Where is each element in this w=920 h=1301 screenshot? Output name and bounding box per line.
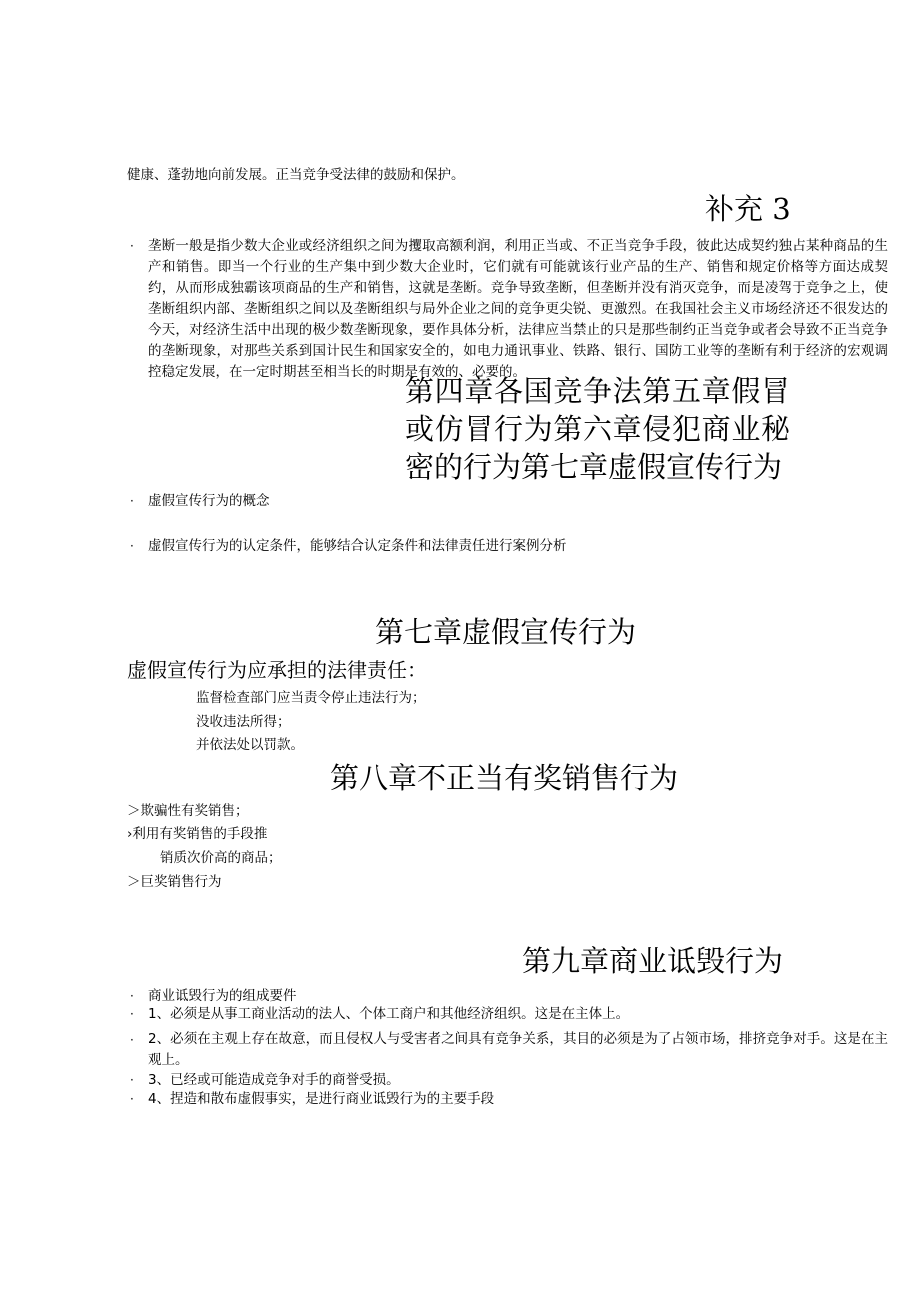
chapter8-text-1: 欺骗性有奖销售； — [140, 803, 249, 819]
chapter8-item-1 — [127, 801, 249, 821]
chapter9-bullet-mark-1: · — [130, 989, 134, 1003]
chapter9-bullet-mark-5: · — [130, 1092, 134, 1106]
chapter9-bullet-text-1: 商业诋毁行为的组成要件 — [148, 988, 297, 1004]
chapter7-subtitle: 虚假宣传行为应承担的法律责任： — [127, 658, 427, 682]
chapter8-mark-2: › — [127, 826, 133, 842]
chapters-bullet-mark-2: · — [130, 539, 134, 553]
supplement-title: 补充 3 — [705, 192, 791, 226]
chapter9-bullet-mark-3: · — [130, 1033, 134, 1047]
chapter8-item-2 — [127, 824, 267, 844]
chapters-bullet-text-1: 虚假宣传行为的概念 — [148, 493, 270, 509]
chapter8-mark-4: ＞ — [127, 874, 141, 890]
supplement-bullet: · — [130, 239, 134, 253]
intro-line: 健康、蓬勃地向前发展。正当竞争受法律的鼓励和保护。 — [127, 167, 465, 183]
chapter9-title: 第九章商业诋毁行为 — [522, 944, 784, 978]
chapter8-text-4: 巨奖销售行为 — [140, 874, 222, 890]
chapter7-item-1: 监督检查部门应当责令停止违法行为； — [196, 690, 426, 706]
chapter8-item-4 — [127, 872, 222, 892]
chapter8-title: 第八章不正当有奖销售行为 — [330, 761, 679, 795]
supplement-paragraph: 垄断一般是指少数大企业或经济组织之间为攫取高额利润，利用正当或、不正当竞争手段，彼此达成契约独占某种商品的生产和销售。即当一个行业的生产集中到少数大企业时，它们就有可能就该行业产品的生产、销售和规定价格等方面达成契约，从而形成独霸该项商品的生产和销售，这就是垄断。竞争导致垄断，但垄断并没有消灭竞争，而是凌驾于竞争之上，使垄断组织内部、垄断组织之间以及垄断组织与局外企业之间的竞争更尖锐、更激烈。在我国社会主义市场经济还不很发达的今天，对经济生活中出现的极少数垄断现象，要作具体分析，法律应当禁止的只是那些制约正当竞争或者会导致不正当竞争的垄断现象，对那些关系到国计民生和国家安全的，如电力通讯事业、铁路、银行、国防工业等的垄断有利于经济的宏观调控稳定发展，在一定时期甚至相当长的时期是有效的、必要的。 — [148, 238, 888, 380]
chapters-bullet-mark-1: · — [130, 494, 134, 508]
chapter9-bullet-text-3: 2、必须在主观上存在故意，而且侵权人与受害者之间具有竞争关系，其目的必须是为了占领市场，排挤竞争对手。这是在主观上。 — [148, 1031, 888, 1068]
chapter7-title: 第七章虚假宣传行为 — [375, 615, 637, 649]
chapter8-text-2: 利用有奖销售的手段推 — [132, 826, 268, 842]
chapter9-bullet-text-5: 4、捏造和散布虚假事实，是进行商业诋毁行为的主要手段 — [148, 1091, 495, 1107]
chapter7-item-3: 并依法处以罚款。 — [196, 737, 304, 753]
chapters-heading: 第四章各国竞争法第五章假冒或仿冒行为第六章侵犯商业秘密的行为第七章虚假宣传行为 — [405, 374, 790, 484]
chapter7-item-2: 没收违法所得； — [196, 714, 291, 730]
chapter9-bullet-mark-4: · — [130, 1073, 134, 1087]
chapter9-bullet-text-4: 3、已经或可能造成竞争对手的商誉受损。 — [148, 1072, 400, 1088]
chapter9-bullet-mark-2: · — [130, 1007, 134, 1021]
chapters-bullet-text-2: 虚假宣传行为的认定条件，能够结合认定条件和法律责任进行案例分析 — [148, 538, 567, 554]
chapter8-mark-1: ＞ — [127, 803, 141, 819]
chapter9-bullet-text-2: 1、必须是从事工商业活动的法人、个体工商户和其他经济组织。这是在主体上。 — [148, 1006, 630, 1022]
chapter8-item-3: 销质次价高的商品； — [160, 850, 282, 866]
